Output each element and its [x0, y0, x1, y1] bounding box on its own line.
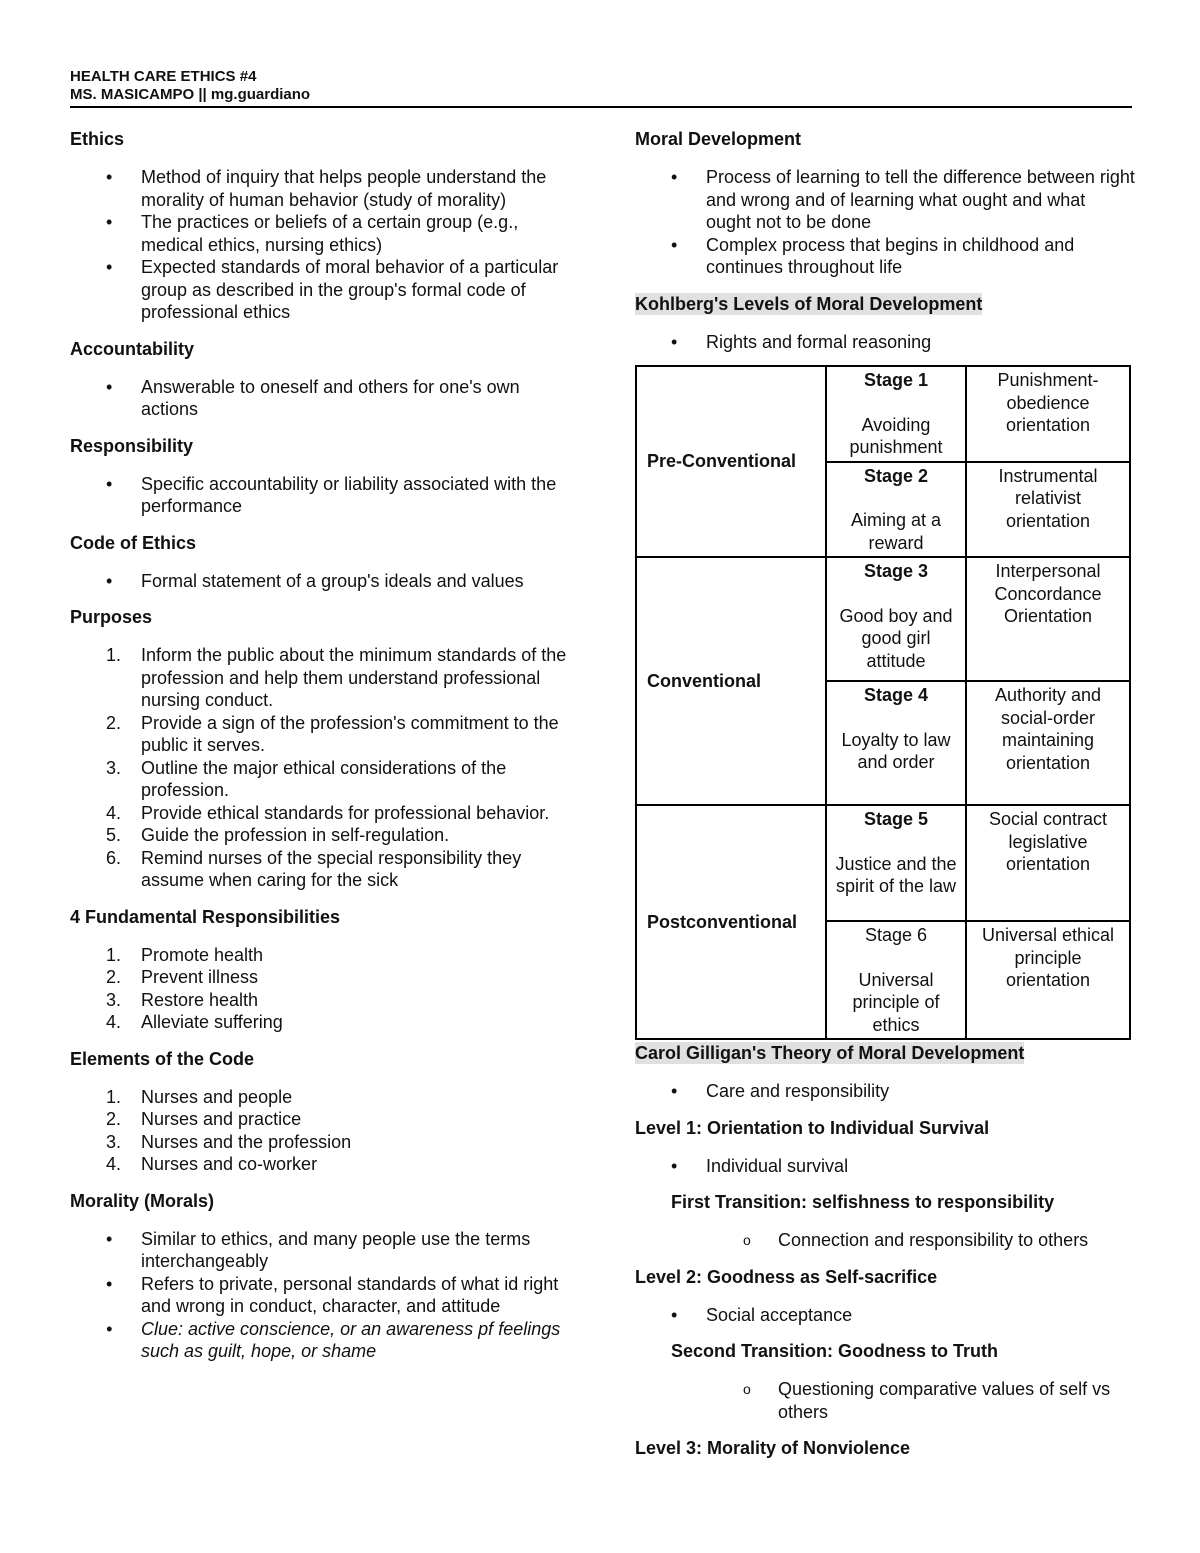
orientation-cell: Social contract legislative orientation: [966, 805, 1130, 921]
level-name: Postconventional: [636, 805, 826, 1039]
fundamental-heading: 4 Fundamental Responsibilities: [70, 906, 341, 927]
purposes-list: [70, 644, 570, 892]
elements-heading: Elements of the Code: [70, 1048, 255, 1069]
kohlberg-list: [635, 331, 1135, 354]
table-row: [636, 366, 1130, 462]
table-row: [636, 805, 1130, 921]
orientation-cell: Authority and social-order maintaining orientation: [966, 681, 1130, 805]
gilligan-level-1-heading: Level 1: Orientation to Individual Survival: [635, 1117, 990, 1138]
list-item: • Formal statement of a group's ideals and values: [70, 570, 570, 593]
fundamental-list: [70, 944, 570, 1034]
list-item: • Clue: active conscience, or an awareness pf feelings such as guilt, hope, or shame: [70, 1318, 570, 1363]
first-transition-list: [707, 1229, 1135, 1252]
moral-development-list: [635, 166, 1135, 279]
left-column: [70, 128, 570, 1377]
ethics-list: [70, 166, 570, 324]
elements-list: [70, 1086, 570, 1176]
list-item: • Refers to private, personal standards of what id right and wrong in conduct, character, and attitude: [70, 1273, 570, 1318]
list-item: • Expected standards of moral behavior of a particular group as described in the group's formal code of professional ethics: [70, 256, 570, 324]
orientation-cell: Interpersonal Concordance Orientation: [966, 557, 1130, 681]
gilligan-level-2-heading: Level 2: Goodness as Self-sacrifice: [635, 1266, 938, 1287]
stage-cell: Stage 4 Loyalty to law and order: [826, 681, 966, 805]
list-item: • Rights and formal reasoning: [635, 331, 1135, 354]
first-transition-heading: First Transition: selfishness to responsibility: [671, 1192, 1055, 1212]
second-transition-heading: Second Transition: Goodness to Truth: [671, 1341, 999, 1361]
right-column: [635, 128, 1135, 1475]
course-title: HEALTH CARE ETHICS #4: [70, 68, 257, 85]
orientation-cell: Instrumental relativist orientation: [966, 462, 1130, 558]
gilligan-list: [635, 1080, 1135, 1103]
level-name: Conventional: [636, 557, 826, 805]
code-list: [70, 570, 570, 593]
list-item: 1. Nurses and people: [106, 1086, 293, 1107]
gilligan-level-3-heading: Level 3: Morality of Nonviolence: [635, 1438, 911, 1458]
list-item: • Individual survival: [635, 1155, 1135, 1178]
gilligan-level-2-list: [635, 1304, 1135, 1327]
list-item: 2. Nurses and practice: [106, 1109, 302, 1129]
code-heading: Code of Ethics: [70, 532, 197, 553]
morality-heading: Morality (Morals): [70, 1190, 215, 1211]
list-item: 1. Promote health: [106, 944, 264, 965]
level-name: Pre-Conventional: [636, 366, 826, 557]
list-item: 2. Prevent illness: [106, 967, 259, 987]
stage-cell: Stage 1 Avoiding punishment: [826, 366, 966, 462]
orientation-cell: Punishment-obedience orientation: [966, 366, 1130, 462]
list-item: 3. Outline the major ethical considerations of the profession.: [106, 757, 507, 800]
list-item: 4. Alleviate suffering: [106, 1012, 283, 1032]
second-transition-list: [707, 1378, 1135, 1423]
accountability-heading: Accountability: [70, 338, 195, 359]
kohlberg-heading: Kohlberg's Levels of Moral Development: [635, 293, 983, 314]
list-item: • Answerable to oneself and others for one's own actions: [70, 376, 570, 421]
list-item: 3. Restore health: [106, 989, 259, 1010]
stage-cell: Stage 2 Aiming at a reward: [826, 462, 966, 558]
list-item: 2. Provide a sign of the profession's commitment to the public it serves.: [106, 712, 559, 755]
morality-list: [70, 1228, 570, 1363]
list-item: 4. Provide ethical standards for professional behavior.: [106, 802, 550, 823]
list-item: • The practices or beliefs of a certain group (e.g., medical ethics, nursing ethics): [70, 211, 570, 256]
table-row: [636, 557, 1130, 681]
responsibility-list: [70, 473, 570, 518]
list-item: • Care and responsibility: [635, 1080, 1135, 1103]
list-item: 6. Remind nurses of the special responsibility they assume when caring for the sick: [106, 847, 522, 890]
gilligan-heading: Carol Gilligan's Theory of Moral Development: [635, 1043, 1025, 1063]
list-item: • Specific accountability or liability associated with the performance: [70, 473, 570, 518]
list-item: 5. Guide the profession in self-regulation.: [106, 825, 450, 845]
list-item: • Method of inquiry that helps people understand the morality of human behavior (study of morality): [70, 166, 570, 211]
list-item: 1. Inform the public about the minimum standards of the profession and help them understand professional nursing conduct.: [106, 645, 567, 710]
stage-cell: Stage 5 Justice and the spirit of the law: [826, 805, 966, 921]
stage-cell: Stage 3 Good boy and good girl attitude: [826, 557, 966, 681]
instructor-line: MS. MASICAMPO || mg.guardiano: [70, 86, 311, 103]
list-item: • Process of learning to tell the difference between right and wrong and of learning what ought and what ought not to be done: [635, 166, 1135, 234]
document-header: [70, 68, 1132, 108]
moral-development-heading: Moral Development: [635, 129, 802, 149]
list-item: • Similar to ethics, and many people use the terms interchangeably: [70, 1228, 570, 1273]
list-item: 4. Nurses and co-worker: [106, 1154, 318, 1174]
responsibility-heading: Responsibility: [70, 435, 194, 456]
list-item: o Connection and responsibility to others: [707, 1229, 1135, 1252]
stage-cell: Stage 6 Universal principle of ethics: [826, 921, 966, 1039]
purposes-heading: Purposes: [70, 607, 153, 627]
list-item: • Complex process that begins in childhood and continues throughout life: [635, 234, 1135, 279]
accountability-list: [70, 376, 570, 421]
orientation-cell: Universal ethical principle orientation: [966, 921, 1130, 1039]
list-item: 3. Nurses and the profession: [106, 1131, 352, 1152]
list-item: o Questioning comparative values of self vs others: [707, 1378, 1135, 1423]
ethics-heading: Ethics: [70, 129, 125, 149]
gilligan-level-1-list: [635, 1155, 1135, 1178]
list-item: • Social acceptance: [635, 1304, 1135, 1327]
kohlberg-table: [635, 365, 1131, 1040]
